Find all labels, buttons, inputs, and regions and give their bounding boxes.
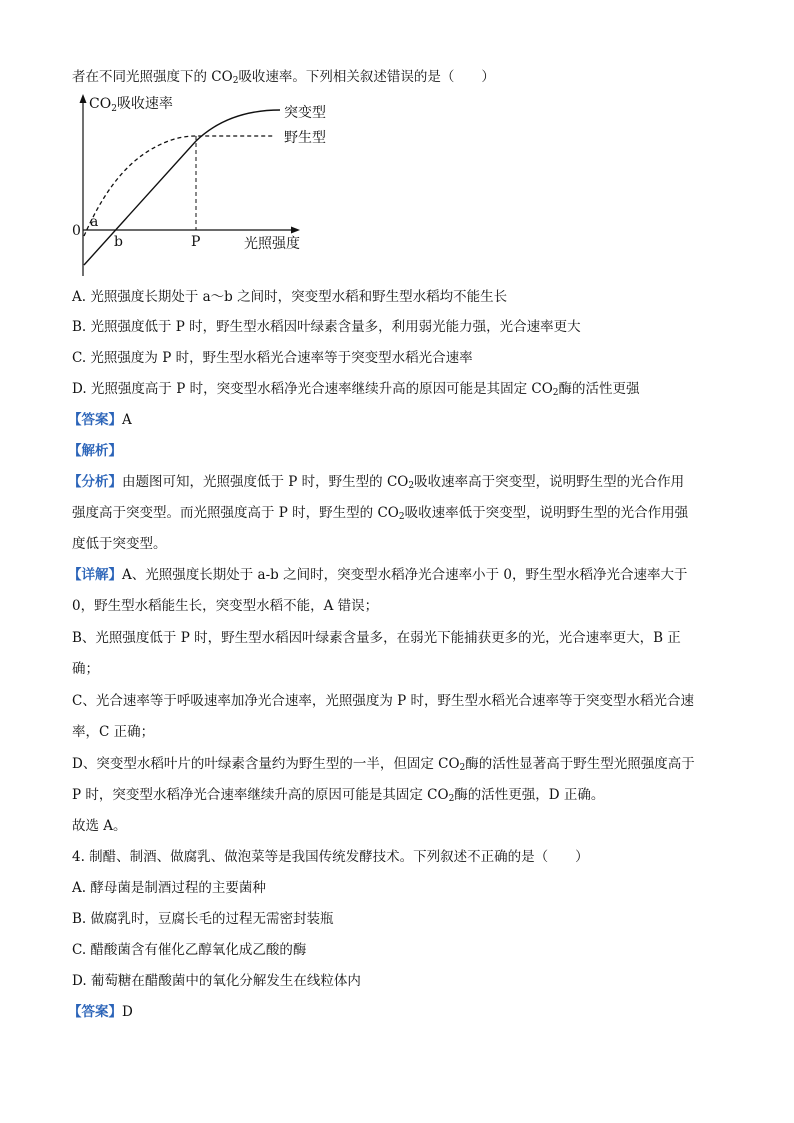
x-axis-label: 光照强度 <box>244 236 300 252</box>
fenxi-line-2: 强度高于突变型。而光照强度高于 P 时，野生型的 $CO_2$吸收速率低于突变型，说明野生型的光合作用强 <box>72 505 689 522</box>
answer-value: A <box>122 412 132 428</box>
xiangjie-d-line-2: P 时，突变型水稻净光合速率继续升高的原因可能是其固定 $CO_2$酶的活性更强，D 正确。 <box>72 787 605 804</box>
question-intro: 者在不同光照强度下的 $CO_2$吸收速率。下列相关叙述错误的是（ ） <box>72 69 495 86</box>
xiangjie-c-line-2: 率，C 正确； <box>72 724 155 740</box>
fenxi-line-1: 【分析】由题图可知，光照强度低于 P 时，野生型的 $CO_2$吸收速率高于突变型，说明野生型的光合作用 <box>68 474 685 491</box>
q4-answer-row <box>68 1004 133 1020</box>
q4-answer-label: 【答案】 <box>68 1004 122 1020</box>
legend-label-wild-type: 野生型 <box>284 130 326 146</box>
answer-label: 【答案】 <box>68 412 122 428</box>
option-b: B. 光照强度低于 P 时，野生型水稻因叶绿素含量多，利用弱光能力强，光合速率更大 <box>72 319 581 335</box>
xiangjie-c-line-1: C、光合速率等于呼吸速率加净光合速率，光照强度为 P 时，野生型水稻光合速率等于突变型水稻光合速 <box>72 693 694 709</box>
option-a: A. 光照强度长期处于 a～b 之间时，突变型水稻和野生型水稻均不能生长 <box>72 289 508 305</box>
series-line-wild-type <box>84 136 275 236</box>
x-axis-arrow <box>291 227 300 234</box>
y-axis-arrow <box>80 94 87 103</box>
origin-label: 0 <box>72 223 81 239</box>
q4-option-a: A. 酵母菌是制酒过程的主要菌种 <box>72 880 266 896</box>
xiangjie-a-line-2: 0，野生型水稻能生长，突变型水稻不能，A 错误； <box>72 598 379 614</box>
xiangjie-b-line-1: B、光照强度低于 P 时，野生型水稻因叶绿素含量多，在弱光下能捕获更多的光，光合速率更大，B 正 <box>72 630 681 646</box>
legend-label-mutant: 突变型 <box>284 105 326 121</box>
q4-option-c: C. 醋酸菌含有催化乙醇氧化成乙酸的酶 <box>72 942 307 958</box>
point-label-a: a <box>90 214 99 230</box>
analysis-label: 【解析】 <box>68 443 122 459</box>
q4-option-b: B. 做腐乳时，豆腐长毛的过程无需密封装瓶 <box>72 911 334 927</box>
option-d: D. 光照强度高于 P 时，突变型水稻净光合速率继续升高的原因可能是其固定 $CO_2$酶的活性更强 <box>72 381 640 398</box>
fenxi-line-3: 度低于突变型。 <box>72 536 167 552</box>
xiangjie-a-line-1: 【详解】A、光照强度长期处于 a-b 之间时，突变型水稻净光合速率小于 0，野生型水稻净光合速率大于 <box>68 567 688 583</box>
co2-absorption-chart <box>60 88 360 288</box>
q4-answer-value: D <box>122 1004 133 1020</box>
q4-option-d: D. 葡萄糖在醋酸菌中的氧化分解发生在线粒体内 <box>72 973 361 989</box>
conclusion: 故选 A。 <box>72 818 127 834</box>
q4-stem: 4. 制醋、制酒、做腐乳、做泡菜等是我国传统发酵技术。下列叙述不正确的是（ ） <box>72 849 589 865</box>
xiangjie-b-line-2: 确； <box>72 661 99 677</box>
y-axis-label: $CO_2$吸收速率 <box>89 96 173 114</box>
answer-row <box>68 412 132 428</box>
option-c: C. 光照强度为 P 时，野生型水稻光合速率等于突变型水稻光合速率 <box>72 350 473 366</box>
point-label-p: P <box>191 234 201 250</box>
xiangjie-d-line-1: D、突变型水稻叶片的叶绿素含量约为野生型的一半，但固定 $CO_2$酶的活性显著高于野生型光照强度高于 <box>72 756 695 773</box>
point-label-b: b <box>114 234 123 250</box>
